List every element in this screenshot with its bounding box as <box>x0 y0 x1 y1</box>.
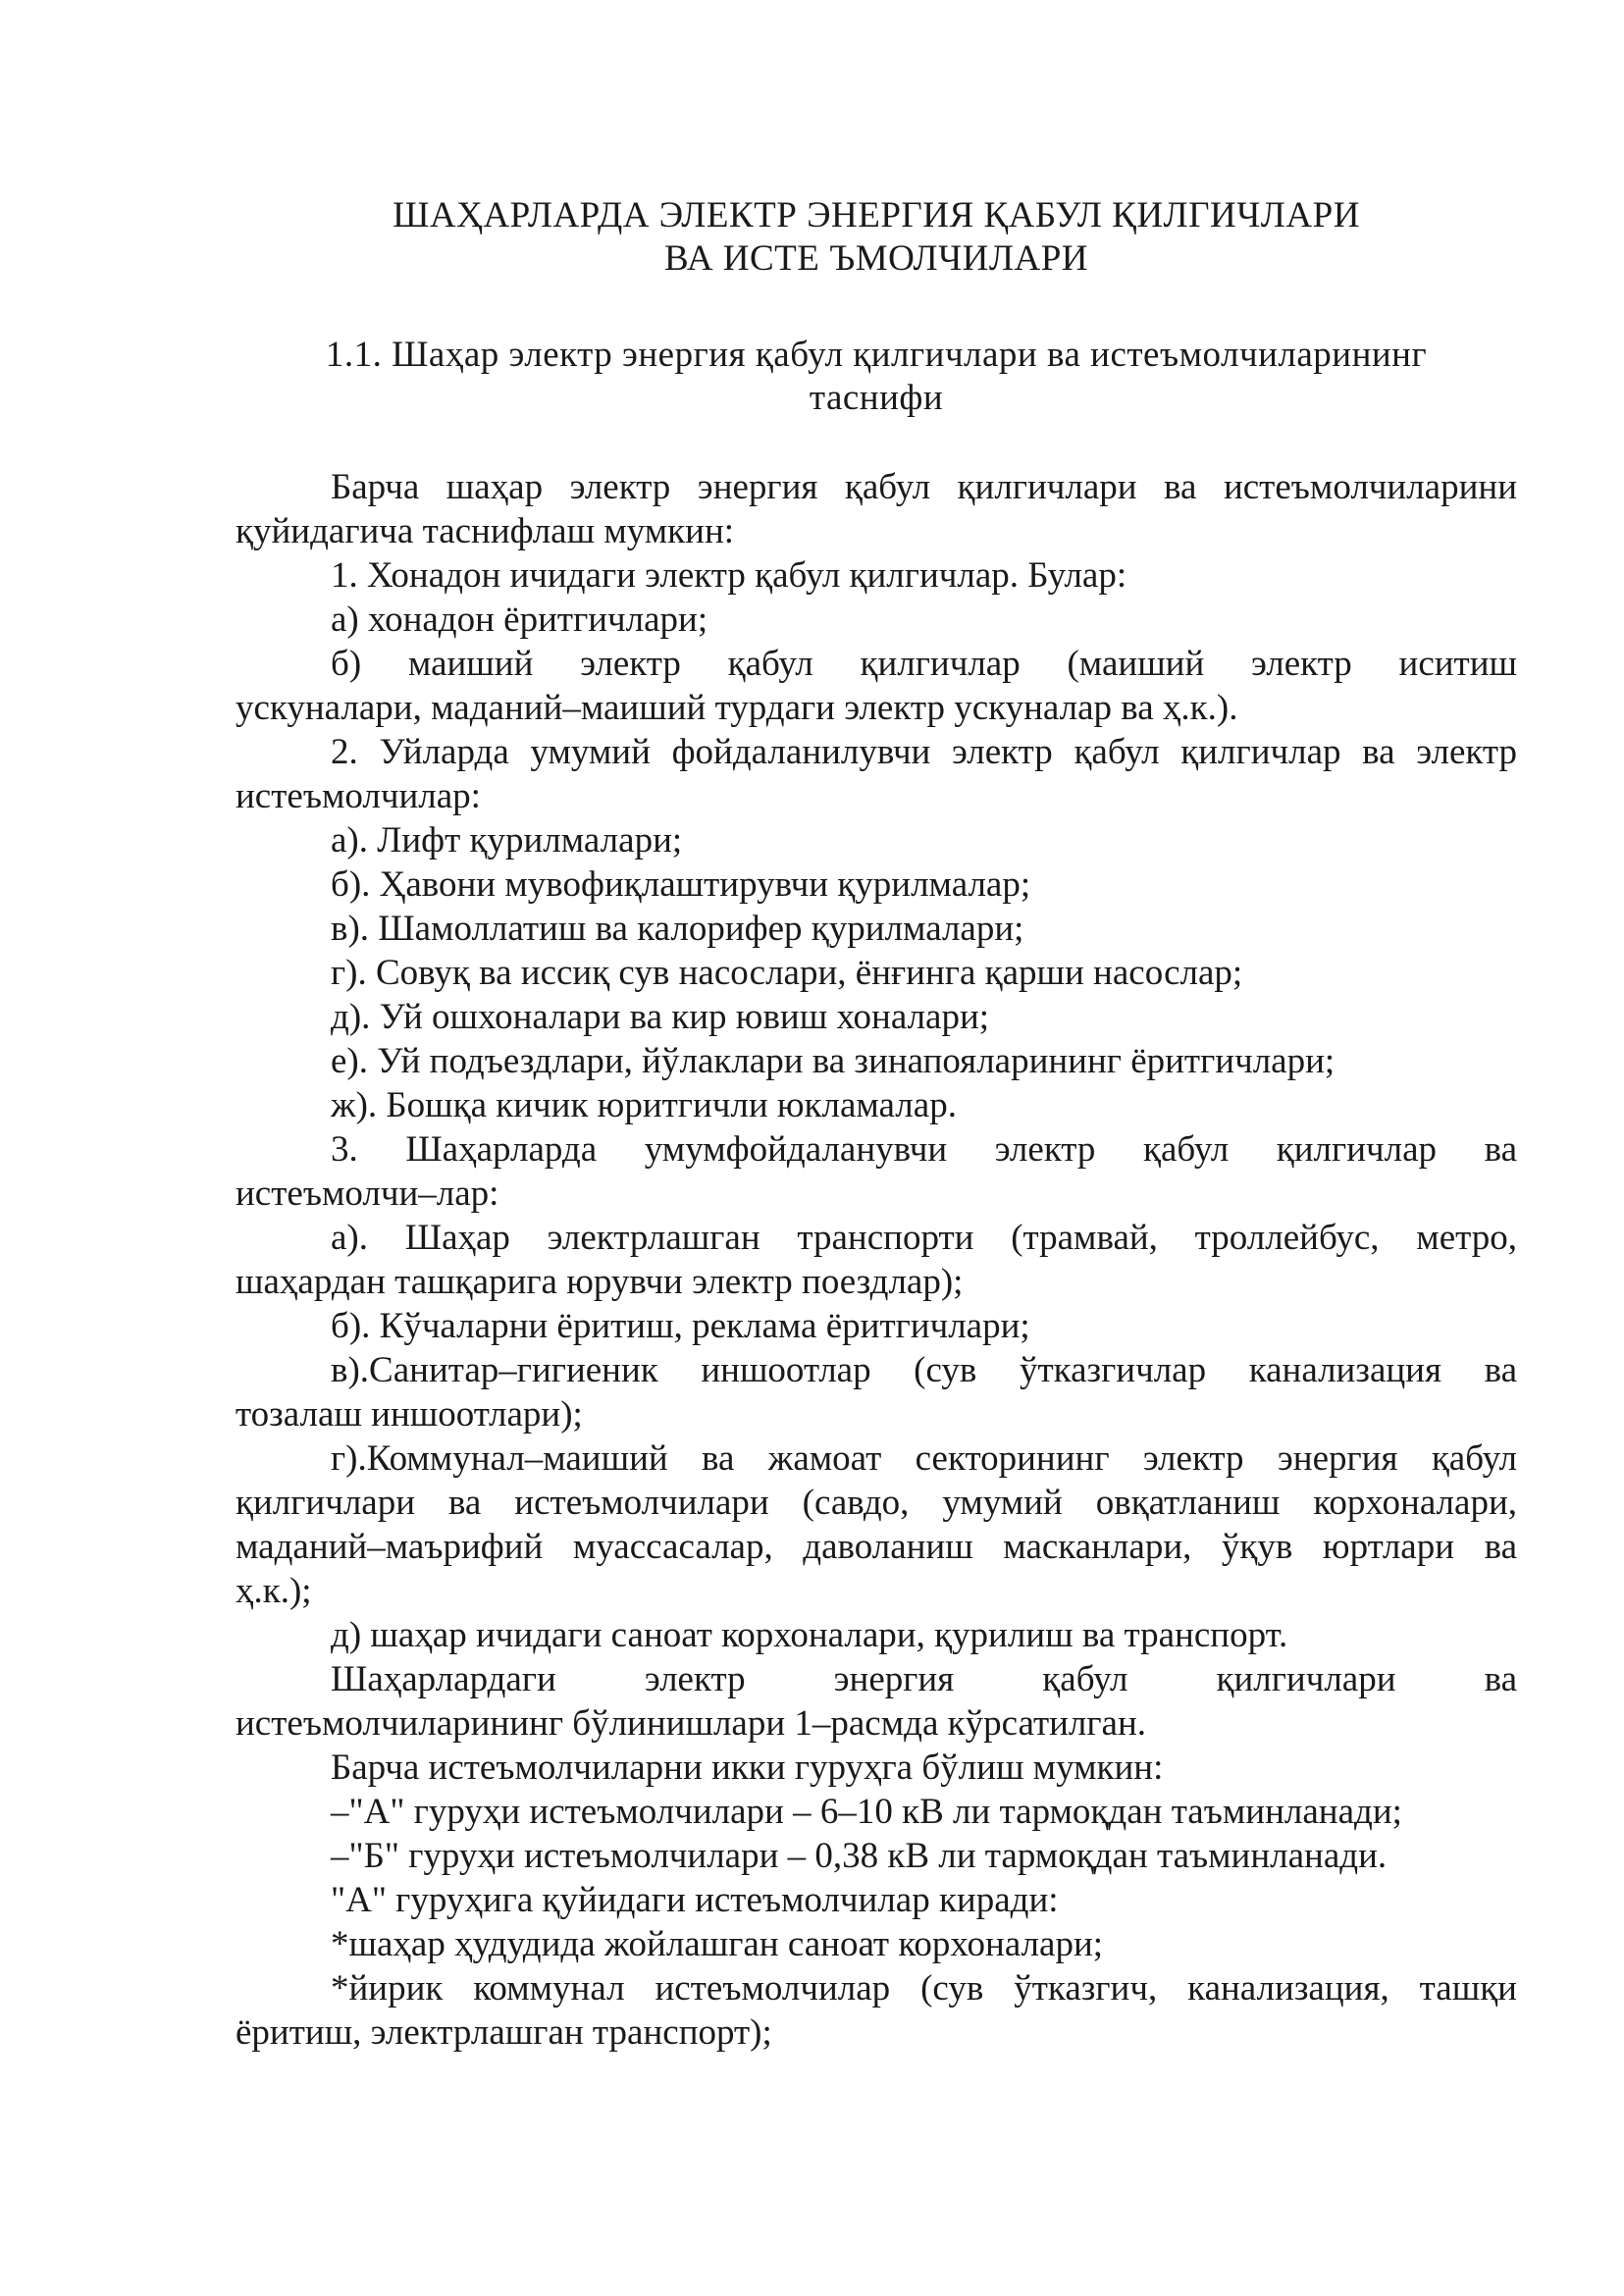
body-line: д) шаҳар ичидаги саноат корхоналари, қурилиш ва транспорт. <box>331 1615 1288 1655</box>
body-line: шаҳардан ташқарига юрувчи электр поездлар); <box>236 1262 964 1302</box>
body-line: ускуналари, маданий–маиший турдаги электр ускуналар ва ҳ.к.). <box>236 688 1238 728</box>
body-line: 2. Уйларда умумий фойдаланилувчи электр қабул қилгичлар ва электр <box>331 732 1517 772</box>
body-line: 3. Шаҳарларда умумфойдаланувчи электр қабул қилгичлар ва <box>331 1129 1517 1170</box>
body-line: ҳ.к.); <box>236 1571 312 1611</box>
body-line: ж). Бошқа кичик юритгичли юкламалар. <box>331 1085 957 1125</box>
body-line: е). Уй подъездлари, йўлаклари ва зинапояларининг ёритгичлари; <box>331 1041 1336 1081</box>
body-line: 1. Хонадон ичидаги электр қабул қилгичлар. Булар: <box>331 555 1127 596</box>
body-line: тозалаш иншоотлари); <box>236 1394 583 1435</box>
body-line: б). Ҳавони мувофиқлаштирувчи қурилмалар; <box>331 864 1031 905</box>
body-line: в).Санитар–гигиеник иншоотлар (сув ўтказгичлар канализация ва <box>331 1350 1517 1390</box>
body-line: *йирик коммунал истеъмолчилар (сув ўтказгич, канализация, ташқи <box>331 1968 1517 2009</box>
body-line: г). Совуқ ва иссиқ сув насослари, ёнғинга қарши насослар; <box>331 953 1243 993</box>
body-line: а). Шаҳар электрлашган транспорти (трамвай, троллейбус, метро, <box>331 1218 1517 1258</box>
body-line: истеъмолчилар: <box>236 776 481 816</box>
body-line: Барча шаҳар электр энергия қабул қилгичлари ва истеъмолчиларини <box>331 467 1517 507</box>
section-heading-line-1: 1.1. Шаҳар электр энергия қабул қилгичлари ва истеъмолчиларининг <box>325 335 1428 375</box>
body-line: қилгичлари ва истеъмолчилари (савдо, умумий овқатланиш корхоналари, <box>236 1483 1517 1523</box>
body-line: маданий–маърифий муассасалар, даволаниш масканлари, ўқув юртлари ва <box>236 1527 1517 1567</box>
body-line: истеъмолчи–лар: <box>236 1174 499 1214</box>
body-line: "А" гуруҳига қуйидаги истеъмолчилар киради: <box>331 1880 1059 1920</box>
section-heading-line-2: таснифи <box>809 378 944 418</box>
body-line: Барча истеъмолчиларни икки гуруҳга бўлиш мумкин: <box>331 1748 1164 1788</box>
body-line: –"Б" гуруҳи истеъмолчилари – 0,38 кВ ли тармоқдан таъминланади. <box>331 1836 1388 1876</box>
body-line: а) хонадон ёритгичлари; <box>331 600 708 640</box>
body-line: б). Кўчаларни ёритиш, реклама ёритгичлари; <box>331 1306 1030 1346</box>
body-line: б) маиший электр қабул қилгичлар (маиший электр иситиш <box>331 644 1517 684</box>
body-line: истеъмолчиларининг бўлинишлари 1–расмда кўрсатилган. <box>236 1703 1147 1744</box>
body-line: *шаҳар ҳудудида жойлашган саноат корхоналари; <box>331 1924 1104 1964</box>
body-line: ёритиш, электрлашган транспорт); <box>236 2012 772 2053</box>
body-line: г).Коммунал–маиший ва жамоат секторининг электр энергия қабул <box>331 1438 1517 1479</box>
body-line: а). Лифт қурилмалари; <box>331 820 683 861</box>
document-title-line-1: ШАҲАРЛАРДА ЭЛЕКТР ЭНЕРГИЯ ҚАБУЛ ҚИЛГИЧЛАРИ <box>393 195 1360 235</box>
body-line: қуйидагича таснифлаш мумкин: <box>236 511 735 551</box>
body-line: в). Шамоллатиш ва калорифер қурилмалари; <box>331 909 1024 949</box>
body-line: –"А" гуруҳи истеъмолчилари – 6–10 кВ ли тармоқдан таъминланади; <box>331 1792 1402 1832</box>
body-line: д). Уй ошхоналари ва кир ювиш хоналари; <box>331 997 990 1037</box>
body-line: Шаҳарлардаги электр энергия қабул қилгичлари ва <box>331 1659 1517 1699</box>
document-title-line-2: ВА ИСТЕ ЪМОЛЧИЛАРИ <box>663 238 1089 279</box>
